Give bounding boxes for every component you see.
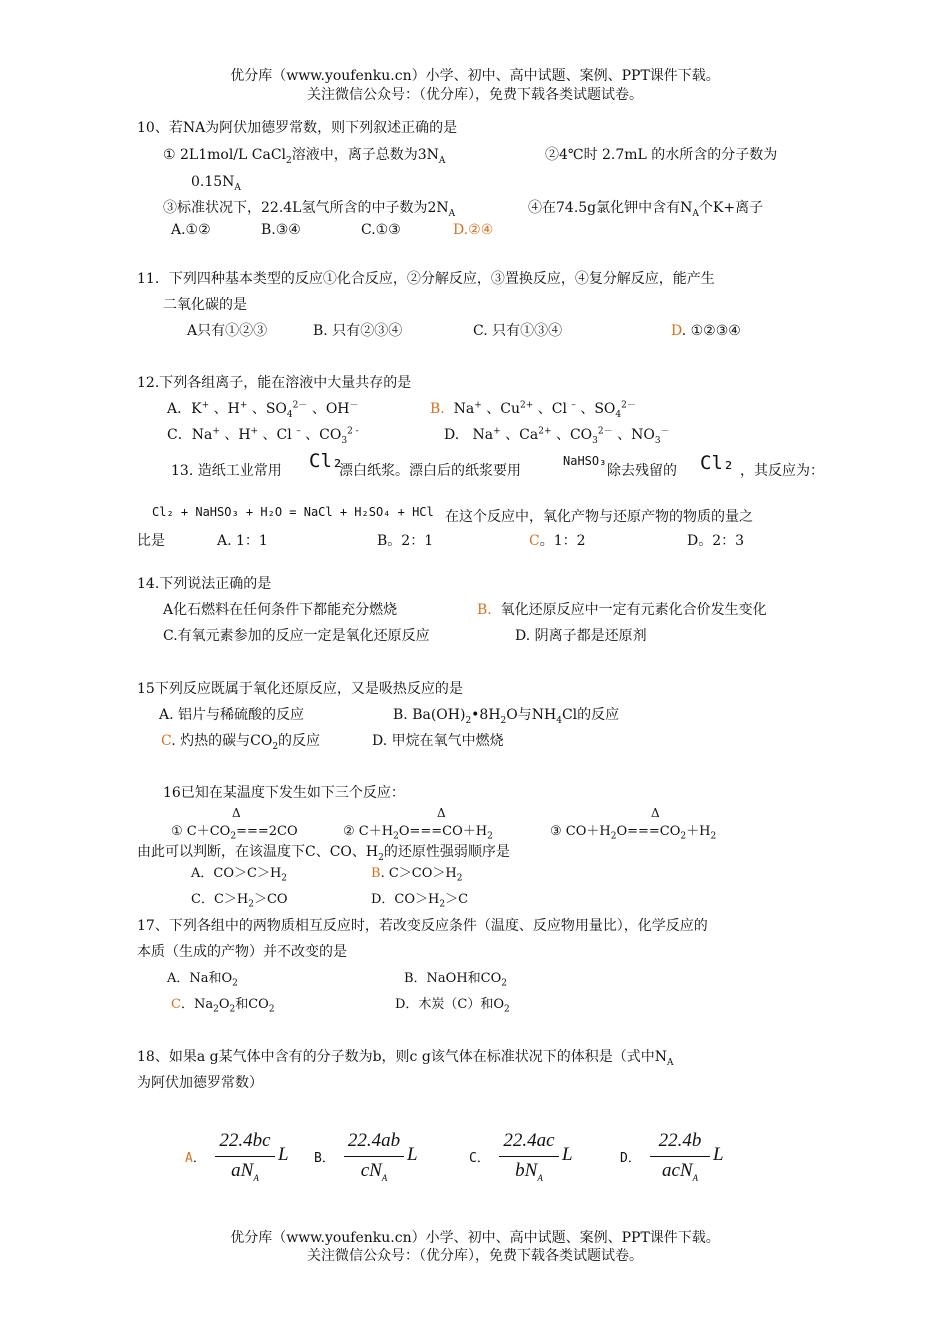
q10-stmt-2: ②4℃时 2.7mL 的水所含的分子数为 (545, 147, 778, 163)
q17-option-d: D．木炭（C）和$O_2$ (395, 997, 510, 1015)
q10-option-b: B.③④ (261, 222, 301, 238)
q11-stem-2: 二氧化碳的是 (163, 297, 247, 313)
q14-option-b: B. 氧化还原反应中一定有元素化合价发生变化 (477, 602, 767, 618)
q10-stmt-4: ④在74.5g氯化钾中含有$N_A$个K+离子 (528, 200, 764, 219)
q14-option-d: D. 阴离子都是还原剂 (515, 628, 647, 644)
q15-stem: 15下列反应既属于氧化还原反应，又是吸热反应的是 (137, 681, 463, 697)
q14-option-a: A化石燃料在任何条件下都能充分燃烧 (163, 602, 398, 618)
q14-option-c: C.有氧元素参加的反应一定是氧化还原反应 (163, 628, 430, 644)
q12-option-b: B. Na+ 、$Cu^{2+}$ 、Cl – 、$SO_4^{2-}$ (430, 400, 636, 420)
q11-option-b: B. 只有②③④ (313, 323, 403, 339)
q16-delta-1: Δ (232, 806, 241, 820)
q17-option-c: C．$Na_2O_2$和$CO_2$ (171, 997, 275, 1015)
q11-option-c: C. 只有①③④ (473, 323, 563, 339)
q11-stem-1: 11．下列四种基本类型的反应①化合反应，②分解反应，③置换反应，④复分解反应，能产生 (137, 271, 715, 287)
q16-option-b: B. $C>CO>H_2$ (371, 866, 463, 884)
q11-option-d: D. ①②③④ (671, 323, 741, 339)
q18-stem-2: 为阿伏加德罗常数） (137, 1075, 263, 1091)
q17-stem-1: 17、下列各组中的两物质相互反应时，若改变反应条件（温度、反应物用量比），化学反应的 (137, 918, 708, 934)
q10-option-c: C.①③ (361, 222, 401, 238)
q13-option-b: B。2：1 (377, 533, 434, 549)
q18-option-c-label: C． (469, 1151, 490, 1166)
header-line-1: 优分库（www.youfenku.cn）小学、初中、高中试题、案例、PPT课件下载。 (230, 68, 720, 84)
q16-stem: 16已知在某温度下发生如下三个反应： (163, 785, 405, 801)
q15-option-d: D. 甲烷在氧气中燃烧 (372, 733, 504, 749)
q10-stmt-1: ① 2L1mol/L CaCl$_2$溶液中，离子总数为$3N_A$ (163, 147, 446, 166)
q15-option-c: C. 灼热的碳与$CO_2$的反应 (161, 733, 321, 752)
q10-option-a: A.①② (171, 222, 211, 238)
q16-option-a: A．$CO>C>H_2$ (191, 866, 288, 884)
q13-stem-a: 13. 造纸工业常用 (171, 463, 282, 479)
q13-stem-e: 在这个反应中，氧化产物与还原产物的物质的量之 (445, 509, 753, 525)
q15-option-b: B. $Ba(OH)_2•8H_2O$与$NH_4Cl$的反应 (393, 707, 620, 726)
q18-stem-1: 18、如果a g某气体中含有的分子数为b，则c g该气体在标准状况下的体积是（式中$N_A$ (137, 1049, 674, 1068)
q16-reaction-3: ③ $CO+H_2O===CO_2+H_2$ (550, 824, 717, 842)
q12-option-c: C．Na+ 、H+ 、Cl – 、$CO_3^{2 -}$ (167, 426, 359, 446)
q13-stem-f: 比是 (137, 533, 165, 549)
q13-stem-d: ，其反应为： (740, 463, 824, 479)
q11-option-a: A只有①②③ (187, 323, 268, 339)
q18-option-b-label: B． (314, 1151, 335, 1166)
q10-stem: 10、若NA为阿伏加德罗常数，则下列叙述正确的是 (137, 120, 458, 136)
q17-option-a: A．Na和$O_2$ (167, 971, 238, 989)
q16-option-d: D．$CO>H_2>C$ (371, 892, 469, 910)
q13-option-c: C。1：2 (529, 533, 586, 549)
q10-stmt-2-cont: $0.15N_A$ (191, 174, 241, 193)
q17-option-b: B．NaOH和$CO_2$ (404, 971, 508, 989)
q13-equation: Cl₂ + NaHSO₃ + H₂O = NaCl + H₂SO₄ + HCl (152, 505, 434, 519)
q16-conclusion: 由此可以判断，在该温度下C、CO、$H_2$的还原性强弱顺序是 (137, 844, 510, 863)
q18-option-d-label: D． (620, 1151, 641, 1166)
q13-stem-b: 漂白纸浆。漂白后的纸浆要用 (339, 463, 521, 479)
q13-cl2-formula-1: Cl₂ (309, 450, 344, 472)
q16-reaction-2: ② $C+H_2O===CO+H_2$ (343, 824, 493, 842)
q10-option-d-answer: D.②④ (453, 222, 494, 238)
q15-option-a: A. 铝片与稀硫酸的反应 (159, 707, 305, 723)
q17-stem-2: 本质（生成的产物）并不改变的是 (137, 944, 347, 960)
footer-line-1: 优分库（www.youfenku.cn）小学、初中、高中试题、案例、PPT课件下载。 (230, 1230, 720, 1246)
q13-nahso3-formula: NaHSO₃ (563, 454, 607, 468)
q12-option-d: D. Na+ 、$Ca^{2+}$ 、$CO_3^{2-}$ 、$NO_3^-$ (444, 426, 670, 446)
q13-option-a: A. 1：1 (217, 533, 268, 549)
q18-option-a-label: A． (185, 1151, 206, 1166)
q16-delta-3: Δ (651, 806, 660, 820)
q16-reaction-1: ① $C+CO_2===2CO$ (171, 824, 298, 842)
q12-option-a: A．K+ 、H+ 、$SO_4^{2-}$ 、OH－ (167, 400, 359, 420)
footer-line-2: 关注微信公众号：（优分库），免费下载各类试题试卷。 (307, 1248, 643, 1264)
q10-stmt-3: ③标准状况下，22.4L氢气所含的中子数为$2N_A$ (163, 200, 456, 219)
q13-cl2-formula-2: Cl₂ (700, 452, 735, 474)
q16-option-c: C．$C>H_2>CO$ (191, 892, 288, 910)
q13-stem-c: 除去残留的 (607, 463, 677, 479)
q14-stem: 14.下列说法正确的是 (137, 576, 272, 592)
q13-option-d: D。2：3 (687, 533, 745, 549)
header-line-2: 关注微信公众号：（优分库），免费下载各类试题试卷。 (307, 87, 643, 103)
q12-stem: 12.下列各组离子，能在溶液中大量共存的是 (137, 375, 412, 391)
q16-delta-2: Δ (437, 806, 446, 820)
